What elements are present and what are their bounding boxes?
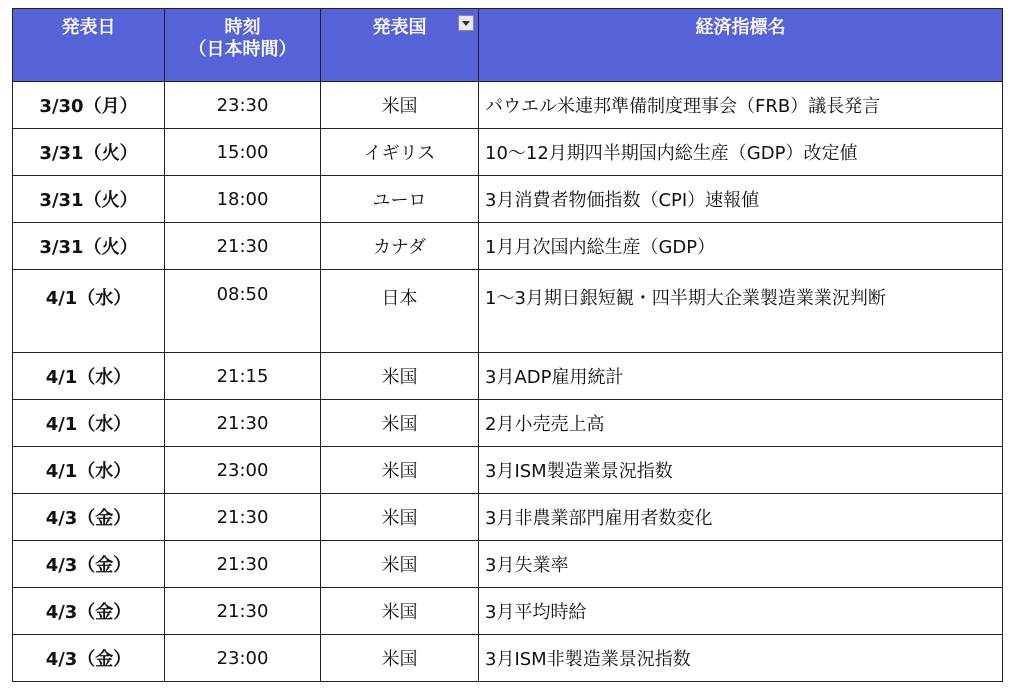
date-cell: 3/31（火） bbox=[13, 129, 165, 176]
indicator-cell: 3月平均時給 bbox=[479, 588, 1003, 635]
indicator-cell: 3月失業率 bbox=[479, 541, 1003, 588]
time-cell: 23:00 bbox=[165, 447, 321, 494]
country-cell: ユーロ bbox=[321, 176, 479, 223]
table-row bbox=[13, 82, 1003, 129]
country-cell: イギリス bbox=[321, 129, 479, 176]
time-cell: 23:00 bbox=[165, 635, 321, 682]
time-cell: 21:30 bbox=[165, 541, 321, 588]
table-row bbox=[13, 270, 1003, 353]
header-indicator: 経済指標名 bbox=[479, 9, 1003, 82]
indicator-cell: 3月消費者物価指数（CPI）速報値 bbox=[479, 176, 1003, 223]
indicator-cell: 3月ADP雇用統計 bbox=[479, 353, 1003, 400]
indicator-cell: 3月ISM非製造業景況指数 bbox=[479, 635, 1003, 682]
table-row bbox=[13, 223, 1003, 270]
date-cell: 3/30（月） bbox=[13, 82, 165, 129]
country-cell: 米国 bbox=[321, 635, 479, 682]
header-time-note: （日本時間） bbox=[188, 39, 297, 60]
indicator-cell: 1月月次国内総生産（GDP） bbox=[479, 223, 1003, 270]
date-cell: 4/1（水） bbox=[13, 270, 165, 353]
time-cell: 08:50 bbox=[165, 270, 321, 353]
time-cell: 21:30 bbox=[165, 223, 321, 270]
country-cell: 米国 bbox=[321, 400, 479, 447]
table-row bbox=[13, 176, 1003, 223]
header-row bbox=[13, 9, 1003, 82]
time-cell: 21:15 bbox=[165, 353, 321, 400]
header-time-label: 時刻 bbox=[224, 17, 261, 38]
indicator-cell: パウエル米連邦準備制度理事会（FRB）議長発言 bbox=[479, 82, 1003, 129]
time-cell: 21:30 bbox=[165, 400, 321, 447]
filter-dropdown-icon[interactable] bbox=[458, 15, 474, 31]
economic-calendar-table bbox=[12, 8, 1003, 682]
header-country bbox=[321, 9, 479, 82]
date-cell: 4/3（金） bbox=[13, 541, 165, 588]
time-cell: 15:00 bbox=[165, 129, 321, 176]
time-cell: 21:30 bbox=[165, 588, 321, 635]
country-cell: 米国 bbox=[321, 541, 479, 588]
table-row bbox=[13, 494, 1003, 541]
table-row bbox=[13, 635, 1003, 682]
country-cell: 米国 bbox=[321, 82, 479, 129]
indicator-cell: 10〜12月期四半期国内総生産（GDP）改定値 bbox=[479, 129, 1003, 176]
indicator-cell: 3月ISM製造業景況指数 bbox=[479, 447, 1003, 494]
table-row bbox=[13, 447, 1003, 494]
header-country-label: 発表国 bbox=[372, 17, 427, 38]
table-row bbox=[13, 353, 1003, 400]
country-cell: 米国 bbox=[321, 494, 479, 541]
table-row bbox=[13, 129, 1003, 176]
country-cell: 米国 bbox=[321, 447, 479, 494]
time-cell: 21:30 bbox=[165, 494, 321, 541]
calendar-body bbox=[13, 82, 1003, 682]
date-cell: 4/1（水） bbox=[13, 447, 165, 494]
date-cell: 4/3（金） bbox=[13, 494, 165, 541]
table-row bbox=[13, 400, 1003, 447]
country-cell: 米国 bbox=[321, 588, 479, 635]
indicator-cell: 1〜3月期日銀短観・四半期大企業製造業業況判断 bbox=[479, 270, 1003, 353]
indicator-cell: 3月非農業部門雇用者数変化 bbox=[479, 494, 1003, 541]
header-time bbox=[165, 9, 321, 82]
date-cell: 4/3（金） bbox=[13, 635, 165, 682]
economic-calendar bbox=[12, 8, 1002, 682]
date-cell: 3/31（火） bbox=[13, 223, 165, 270]
time-cell: 18:00 bbox=[165, 176, 321, 223]
country-cell: 米国 bbox=[321, 353, 479, 400]
time-cell: 23:30 bbox=[165, 82, 321, 129]
date-cell: 3/31（火） bbox=[13, 176, 165, 223]
country-cell: 日本 bbox=[321, 270, 479, 353]
indicator-cell: 2月小売売上高 bbox=[479, 400, 1003, 447]
date-cell: 4/1（水） bbox=[13, 400, 165, 447]
table-row bbox=[13, 588, 1003, 635]
table-row bbox=[13, 541, 1003, 588]
date-cell: 4/1（水） bbox=[13, 353, 165, 400]
country-cell: カナダ bbox=[321, 223, 479, 270]
header-date: 発表日 bbox=[13, 9, 165, 82]
date-cell: 4/3（金） bbox=[13, 588, 165, 635]
